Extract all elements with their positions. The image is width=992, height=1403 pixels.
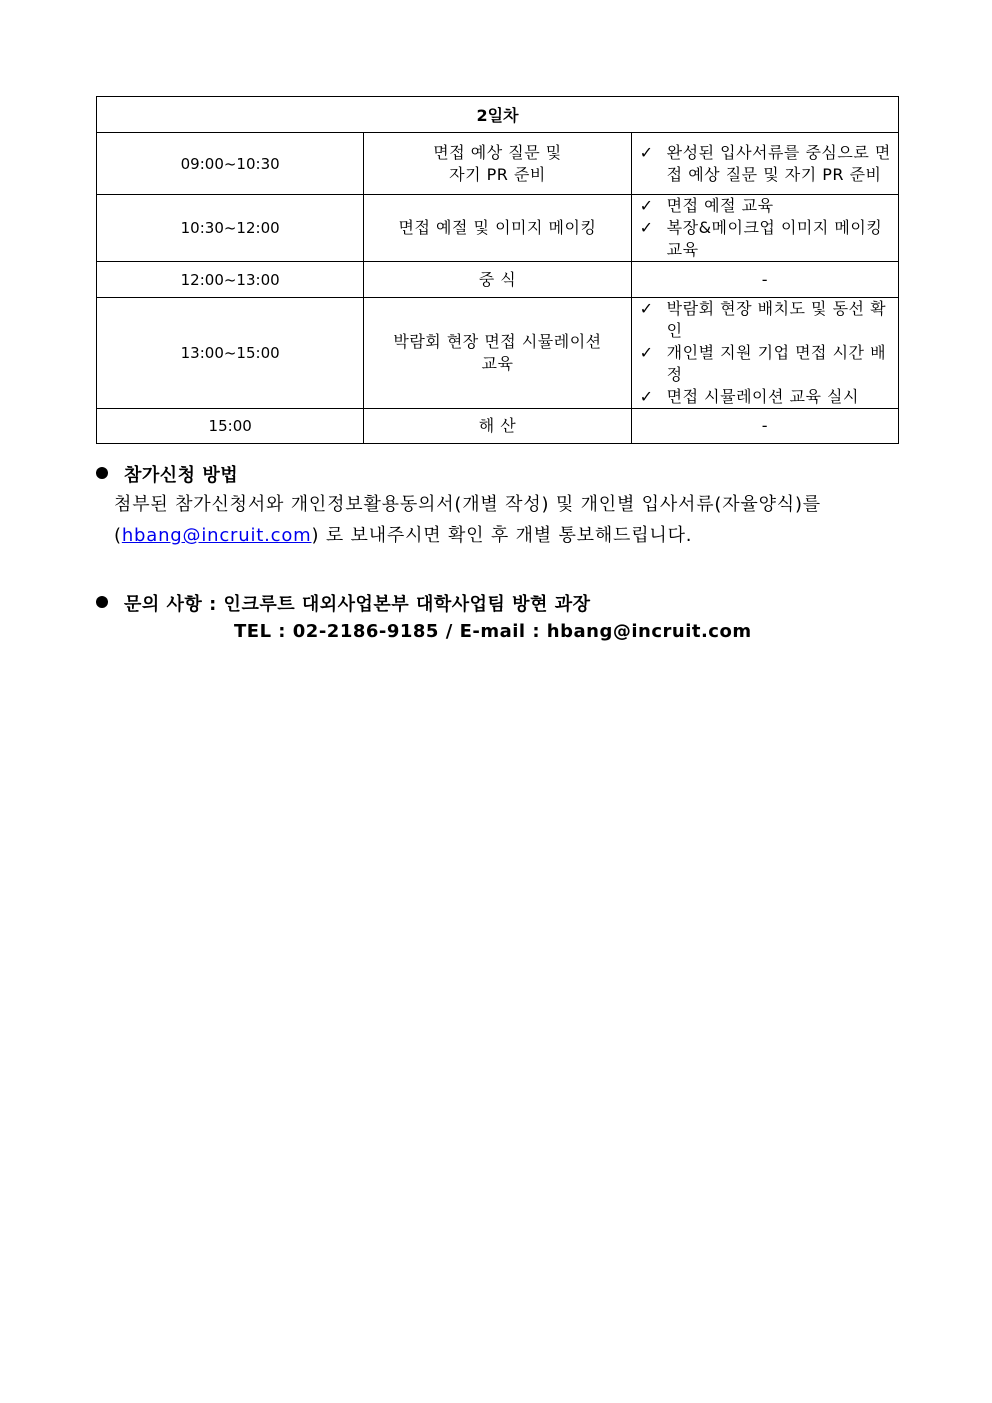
session-title-line: 중 식 xyxy=(478,269,517,289)
checkmark-icon: ✓ xyxy=(639,142,654,162)
session-title-line: 박람회 현장 면접 시뮬레이션 xyxy=(393,332,602,351)
detail-item xyxy=(640,195,898,217)
bullet-dot-icon xyxy=(96,596,108,608)
schedule-table xyxy=(96,96,899,444)
detail-text: 면접 시뮬레이션 교육 실시 xyxy=(666,387,859,406)
detail-text: 개인별 지원 기업 면접 시간 배정 xyxy=(666,343,887,384)
session-title-line: 면접 예절 및 이미지 메이킹 xyxy=(398,218,597,237)
time-cell: 10:30~12:00 xyxy=(97,195,364,262)
detail-list xyxy=(640,195,898,261)
session-title-cell xyxy=(364,195,631,262)
detail-text: 면접 예절 교육 xyxy=(666,196,774,215)
session-title-line: 해 산 xyxy=(478,416,517,435)
checkmark-icon: ✓ xyxy=(639,343,654,362)
day-header: 2일차 xyxy=(97,97,899,133)
detail-list xyxy=(640,298,898,408)
detail-text: 복장&메이크업 이미지 메이킹 교육 xyxy=(666,218,883,259)
checkmark-icon: ✓ xyxy=(639,196,654,215)
session-detail-cell xyxy=(631,298,898,409)
inquiry-title: 문의 사항 : 인크루트 대외사업본부 대학사업팀 방현 과장 xyxy=(124,594,591,615)
email-link[interactable]: hbang@incruit.com xyxy=(121,525,312,546)
bullet-dot-icon xyxy=(96,467,108,479)
inquiry-contact: TEL : 02-2186-9185 / E-mail : hbang@incruit.com xyxy=(234,621,752,642)
detail-list xyxy=(640,142,898,186)
time-cell: 15:00 xyxy=(97,409,364,444)
checkmark-icon: ✓ xyxy=(639,299,654,318)
session-title-cell xyxy=(364,262,631,298)
detail-text: 완성된 입사서류를 중심으로 면접 예상 질문 및 자기 PR 준비 xyxy=(666,142,891,184)
session-title-cell xyxy=(364,133,631,195)
time-cell: 13:00~15:00 xyxy=(97,298,364,409)
session-detail-cell xyxy=(631,133,898,195)
detail-item xyxy=(640,342,898,386)
schedule-row xyxy=(97,133,899,195)
session-title-line: 면접 예상 질문 및 xyxy=(433,142,562,162)
session-detail-cell: - xyxy=(631,262,898,298)
detail-item xyxy=(640,298,898,342)
schedule-row xyxy=(97,262,899,298)
checkmark-icon: ✓ xyxy=(639,218,654,237)
session-title-line: 교육 xyxy=(481,354,514,373)
checkmark-icon: ✓ xyxy=(639,387,654,406)
detail-item xyxy=(640,142,898,186)
schedule-row xyxy=(97,298,899,409)
application-text-before: 첨부된 참가신청서와 개인정보활용동의서(개별 작성) 및 개인별 입사서류(자율양식)를 ( xyxy=(114,494,821,546)
session-title-cell xyxy=(364,298,631,409)
session-title-line: 자기 PR 준비 xyxy=(449,164,546,184)
application-text xyxy=(114,489,884,551)
schedule-row xyxy=(97,195,899,262)
time-cell: 12:00~13:00 xyxy=(97,262,364,298)
session-title-cell xyxy=(364,409,631,444)
detail-item xyxy=(640,217,898,261)
schedule-row xyxy=(97,409,899,444)
session-detail-cell: - xyxy=(631,409,898,444)
application-title: 참가신청 방법 xyxy=(124,465,239,486)
application-text-after: ) 로 보내주시면 확인 후 개별 통보해드립니다. xyxy=(311,525,693,546)
session-detail-cell xyxy=(631,195,898,262)
day-header-row xyxy=(97,97,899,133)
time-cell: 09:00~10:30 xyxy=(97,133,364,195)
detail-text: 박람회 현장 배치도 및 동선 확인 xyxy=(666,299,887,340)
detail-item xyxy=(640,386,898,408)
